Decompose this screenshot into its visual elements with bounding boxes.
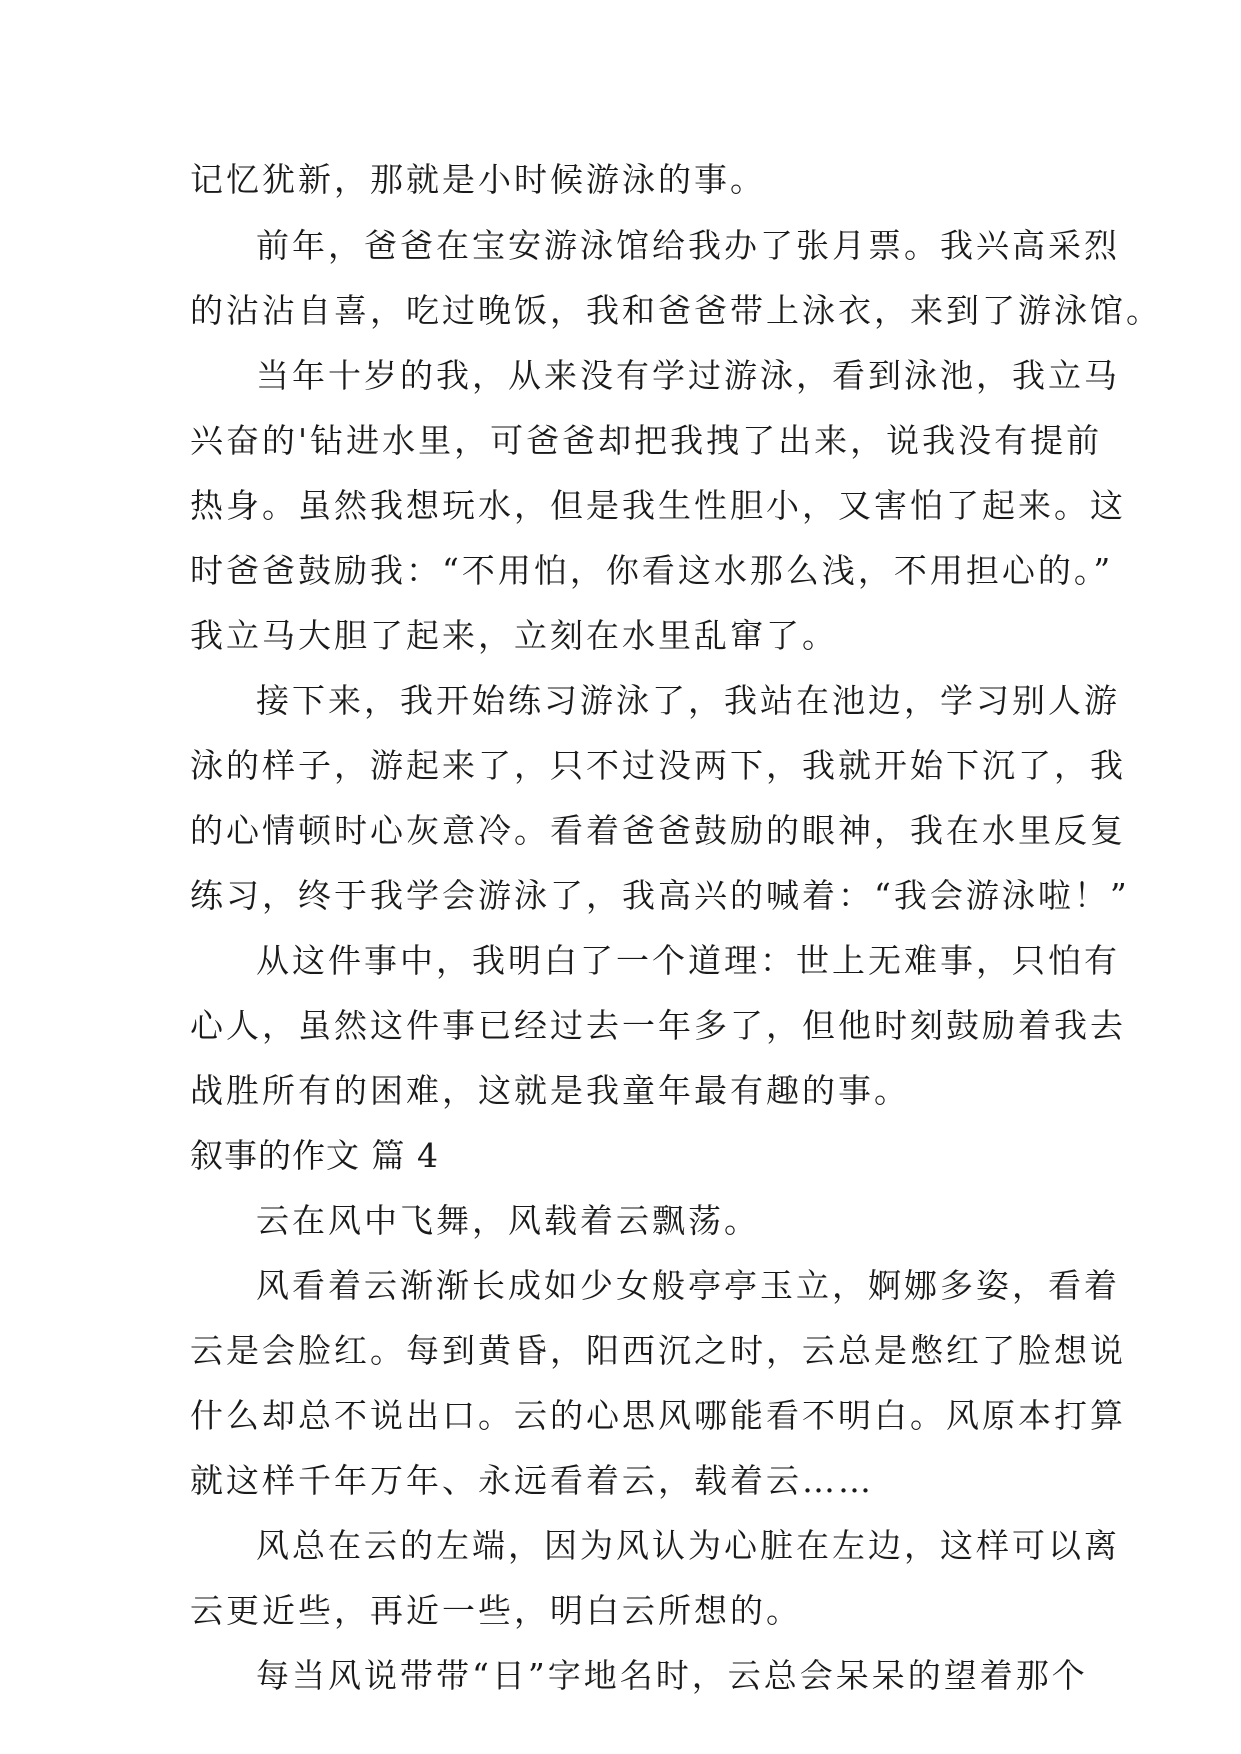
paragraph-line: 接下来，我开始练习游泳了，我站在池边，学习别人游 [256,681,1120,720]
paragraph-line: 风看着云渐渐长成如少女般亭亭玉立，婀娜多姿，看着 [256,1266,1120,1305]
paragraph-line: 的心情顿时心灰意冷。看着爸爸鼓励的眼神，我在水里反复 [190,811,1126,850]
paragraph-line: 云更近些，再近一些，明白云所想的。 [190,1591,802,1630]
paragraph-line: 前年，爸爸在宝安游泳馆给我办了张月票。我兴高采烈 [256,226,1120,265]
paragraph-line: 的沾沾自喜，吃过晚饭，我和爸爸带上泳衣，来到了游泳馆。 [190,291,1162,330]
paragraph-line: 心人，虽然这件事已经过去一年多了，但他时刻鼓励着我去 [190,1006,1126,1045]
paragraph-line: 时爸爸鼓励我：“不用怕，你看这水那么浅，不用担心的。” [190,551,1114,590]
paragraph-line: 战胜所有的困难，这就是我童年最有趣的事。 [190,1071,910,1110]
paragraph-line: 泳的样子，游起来了，只不过没两下，我就开始下沉了，我 [190,746,1126,785]
paragraph-line: 从这件事中，我明白了一个道理：世上无难事，只怕有 [256,941,1120,980]
paragraph-line: 记忆犹新，那就是小时候游泳的事。 [190,160,766,199]
paragraph-line: 风总在云的左端，因为风认为心脏在左边，这样可以离 [256,1526,1120,1565]
paragraph-line: 就这样千年万年、永远看着云，载着云…… [190,1461,874,1500]
section-heading: 叙事的作文 篇 4 [190,1136,439,1175]
paragraph-line: 云是会脸红。每到黄昏，阳西沉之时，云总是憋红了脸想说 [190,1331,1126,1370]
paragraph-line: 当年十岁的我，从来没有学过游泳，看到泳池，我立马 [256,356,1120,395]
paragraph-line: 云在风中飞舞，风载着云飘荡。 [256,1201,760,1240]
paragraph-line: 我立马大胆了起来，立刻在水里乱窜了。 [190,616,838,655]
paragraph-line: 每当风说带带“日”字地名时，云总会呆呆的望着那个 [256,1656,1088,1695]
paragraph-line: 兴奋的'钻进水里，可爸爸却把我拽了出来，说我没有提前 [190,421,1103,460]
paragraph-line: 练习，终于我学会游泳了，我高兴的喊着：“我会游泳啦！” [190,876,1130,915]
paragraph-line: 什么却总不说出口。云的心思风哪能看不明白。风原本打算 [190,1396,1126,1435]
paragraph-line: 热身。虽然我想玩水，但是我生性胆小，又害怕了起来。这 [190,486,1126,525]
